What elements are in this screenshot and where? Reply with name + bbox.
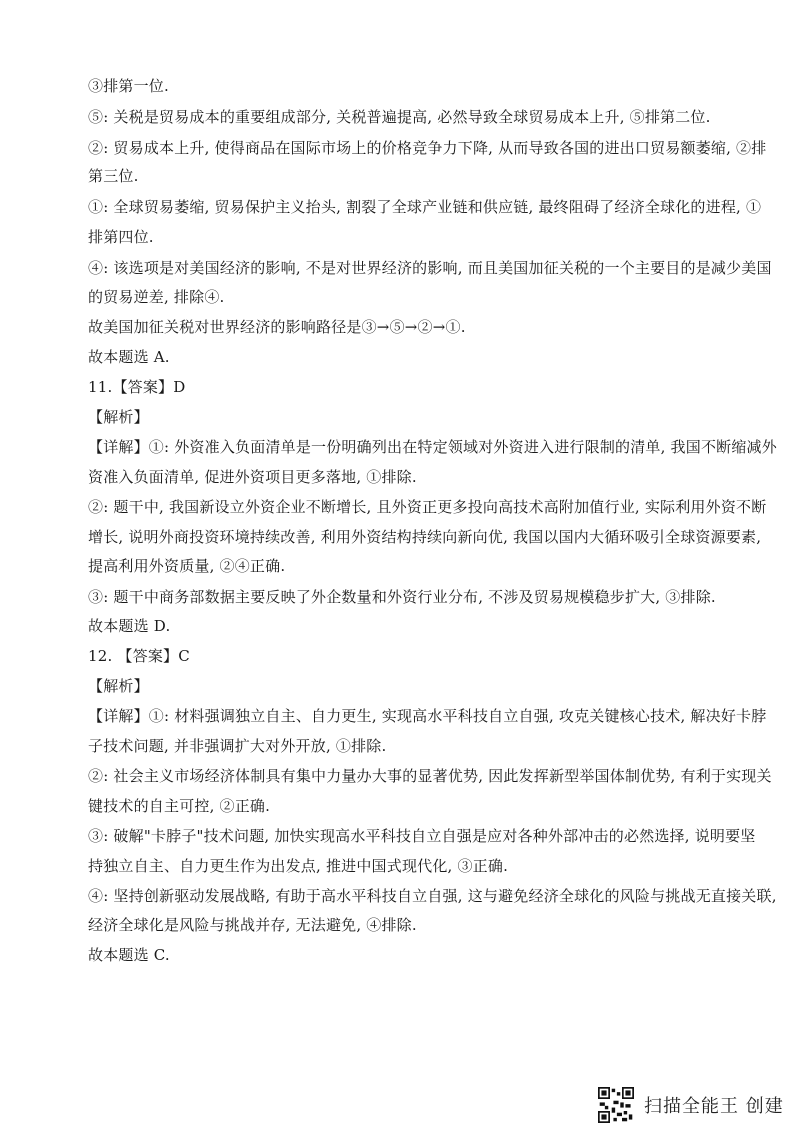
text-line: 增长, 说明外商投资环境持续改善, 利用外资结构持续向新向优, 我国以国内大循环吸引全球资源要素, (88, 528, 762, 546)
text-line: 资准入负面清单, 促进外资项目更多落地, ①排除. (88, 468, 417, 486)
text-line: ②: 题干中, 我国新设立外资企业不断增长, 且外资正更多投向高技术高附加值行业, 实际利用外资不断 (88, 498, 767, 516)
text-line: 故美国加征关税对世界经济的影响路径是③→⑤→②→①. (88, 318, 466, 336)
text-line: ③: 破解"卡脖子"技术问题, 加快实现高水平科技自立自强是应对各种外部冲击的必然选择, 说明要坚 (88, 827, 756, 845)
text-line: ⑤: 关税是贸易成本的重要组成部分, 关税普遍提高, 必然导致全球贸易成本上升, ⑤排第二位. (88, 108, 711, 126)
text-line: 故本题选 C. (88, 946, 170, 964)
text-line: ②: 贸易成本上升, 使得商品在国际市场上的价格竞争力下降, 从而导致各国的进出口贸易额萎缩, ②排 (88, 139, 767, 157)
text-line: 故本题选 A. (88, 348, 170, 366)
analysis-heading: 【解析】 (88, 677, 149, 695)
text-line: ④: 坚持创新驱动发展战略, 有助于高水平科技自立自强, 这与避免经济全球化的风险与挑战无直接关联, (88, 887, 777, 905)
text-line: 排第四位. (88, 228, 154, 246)
text-line: ④: 该选项是对美国经济的影响, 不是对世界经济的影响, 而且美国加征关税的一个主要目的是减少美国 (88, 259, 772, 277)
text-line: ①: 全球贸易萎缩, 贸易保护主义抬头, 割裂了全球产业链和供应链, 最终阻碍了经济全球化的进程, ① (88, 198, 762, 216)
scanner-watermark (598, 1085, 788, 1125)
text-line: 【详解】①: 外资准入负面清单是一份明确列出在特定领域对外资进入进行限制的清单, 我国不断缩减外 (88, 438, 777, 456)
text-line: 键技术的自主可控, ②正确. (88, 797, 271, 815)
text-line: ②: 社会主义市场经济体制具有集中力量办大事的显著优势, 因此发挥新型举国体制优势, 有利于实现关 (88, 767, 772, 785)
analysis-heading: 【解析】 (88, 408, 149, 426)
text-line: ③: 题干中商务部数据主要反映了外企数量和外资行业分布, 不涉及贸易规模稳步扩大, ③排除. (88, 588, 716, 606)
answer-heading: 11.【答案】D (88, 378, 186, 396)
qr-code-icon (598, 1087, 634, 1123)
text-line: 第三位. (88, 167, 139, 185)
text-line: 故本题选 D. (88, 617, 171, 635)
watermark-text: 扫描全能王 创建 (644, 1096, 784, 1117)
text-line: 【详解】①: 材料强调独立自主、自力更生, 实现高水平科技自立自强, 攻克关键核心技术, 解决好卡脖 (88, 707, 767, 725)
text-line: 子技术问题, 并非强调扩大对外开放, ①排除. (88, 737, 387, 755)
text-line: 持独立自主、自力更生作为出发点, 推进中国式现代化, ③正确. (88, 857, 509, 875)
text-line: 经济全球化是风险与挑战并存, 无法避免, ④排除. (88, 916, 417, 934)
text-line: ③排第一位. (88, 77, 169, 95)
text-line: 的贸易逆差, 排除④. (88, 288, 225, 306)
text-line: 提高利用外资质量, ②④正确. (88, 557, 286, 575)
answer-heading: 12. 【答案】C (88, 647, 190, 665)
